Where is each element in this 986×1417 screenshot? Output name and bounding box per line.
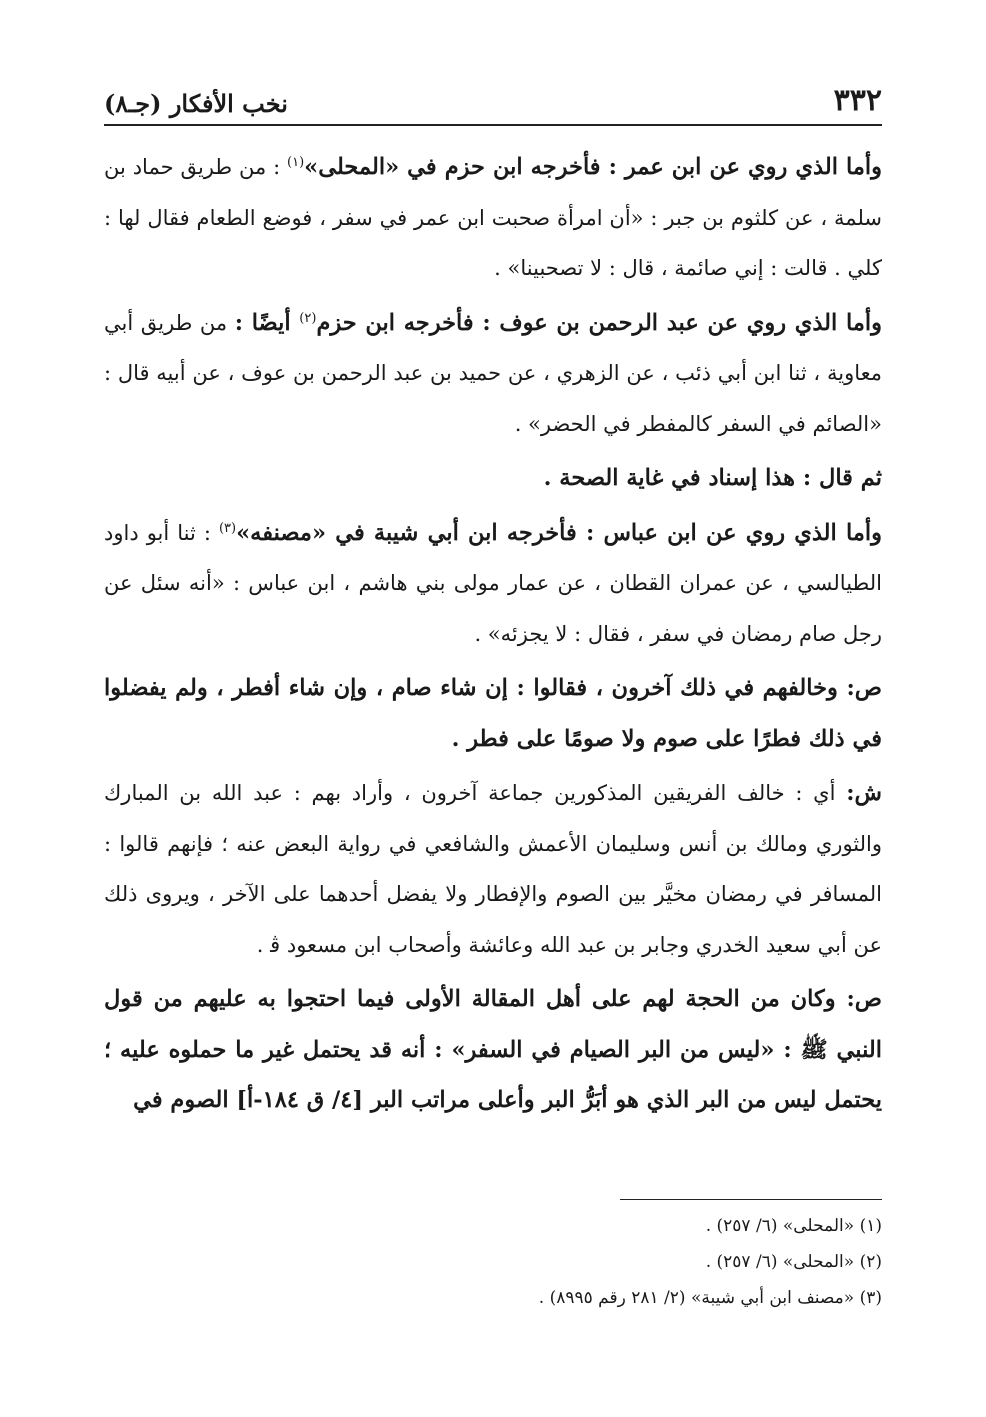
footnote-divider: [620, 1199, 882, 1200]
paragraph-sharh: [104, 768, 882, 970]
footnotes: [104, 1208, 882, 1316]
page-number: ٣٣٢: [833, 83, 882, 118]
page-header: [104, 78, 882, 126]
paragraph-sad-others: ص: وخالفهم في ذلك آخرون ، فقالوا : إن شاء صام ، وإن شاء أفطر ، ولم يفضلوا في ذلك فطرًا على صوم ولا صومًا على فطر .: [104, 675, 882, 752]
footnote-ref-2[interactable]: (٢): [299, 310, 317, 326]
paragraph-abd-al-rahman: [104, 298, 882, 450]
paragraph-lead-continued: أيضًا :: [234, 309, 300, 336]
paragraph-body: : ثنا أبو داود الطيالسي ، عن عمران القطان ، عن عمار مولى بني هاشم ، ابن عباس : «أنه سئل عن رجل صام رمضان في سفر ، فقال : لا يجزئه» .: [104, 520, 882, 646]
footnote-ref-3[interactable]: (٣): [218, 520, 237, 536]
paragraph-body: : من طريق حماد بن سلمة ، عن كلثوم بن جبر : «أن امرأة صحبت ابن عمر في سفر ، فوضع الطعام فقال لها : كلي . قالت : إني صائمة ، قال : لا تصحبينا» .: [104, 155, 882, 280]
paragraph-lead: وأما الذي روي عن عبد الرحمن بن عوف : فأخرجه ابن حزم: [316, 309, 883, 336]
paragraph-body: أي : خالف الفريقين المذكورين جماعة آخرون ، وأراد بهم : عبد الله بن المبارك والثوري ومالك بن أنس وسليمان الأعمش والشافعي في رواية البعض عنه ؛ فإنهم قالوا : المسافر في رمضان مخيَّر بين الصوم والإفطار ولا يفضل أحدهما على الآخر ، ويروى ذلك عن أبي سعيد الخدري وجابر بن عبد الله وعائشة وأصحاب ابن مسعود ﭬ .: [104, 781, 882, 957]
book-title: نخب الأفكار (جـ٨): [104, 89, 288, 118]
paragraph-lead: وأما الذي روي عن ابن عباس : فأخرجه ابن أبي شيبة في «مصنفه»: [236, 519, 882, 546]
paragraph-ibn-umar: [104, 142, 882, 294]
footnote-1: (١) «المحلى» (٦/ ٢٥٧) .: [705, 1216, 882, 1236]
footnote-3: (٣) «مصنف ابن أبي شيبة» (٢/ ٢٨١ رقم ٨٩٩٥) .: [538, 1288, 882, 1308]
main-text: [104, 142, 882, 1130]
paragraph-isnad-note: ثم قال : هذا إسناد في غاية الصحة .: [543, 465, 882, 491]
footnote-ref-1[interactable]: (١): [287, 155, 305, 170]
paragraph-body: من طريق أبي معاوية ، ثنا ابن أبي ذئب ، عن الزهري ، عن حميد بن عبد الرحمن بن عوف ، عن أبيه قال : «الصائم في السفر كالمفطر في الحضر» .: [104, 310, 882, 436]
paragraph-ibn-abbas: [104, 508, 882, 660]
footnote-2: (٢) «المحلى» (٦/ ٢٥٧) .: [705, 1252, 882, 1272]
paragraph-lead: وأما الذي روي عن ابن عمر : فأخرجه ابن حزم في «المحلى»: [304, 154, 882, 180]
paragraph-lead: ش:: [846, 780, 882, 806]
paragraph-sad-hujja: ص: وكان من الحجة لهم على أهل المقالة الأولى فيما احتجوا به عليهم من قول النبي ﷺ : «ليس من البر الصيام في السفر» : أنه قد يحتمل غير ما حملوه عليه ؛ يحتمل ليس من البر الذي هو أبَرُّ البر وأعلى مراتب البر [٤/ ق ١٨٤-أ] الصوم في: [104, 986, 882, 1113]
